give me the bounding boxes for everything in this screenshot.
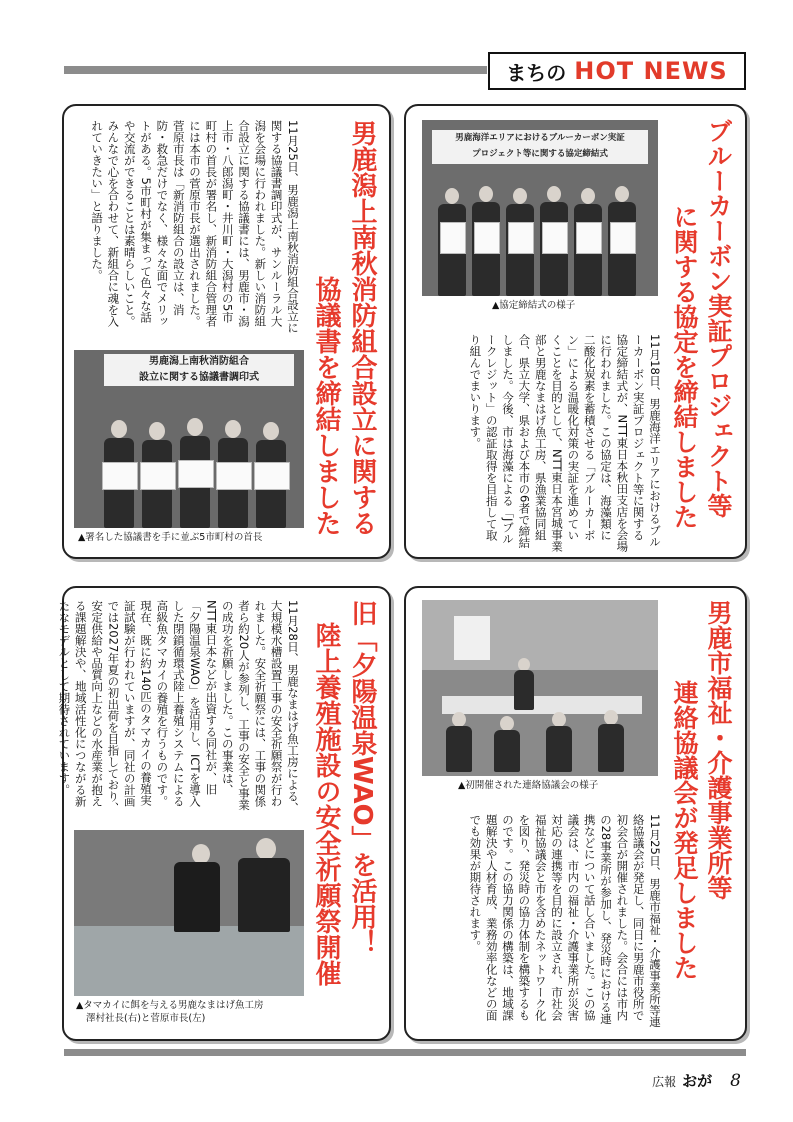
- fire-caption: ▲署名した協議書を手に並ぶ5市町村の首長: [78, 532, 263, 543]
- footer-rule: [64, 1049, 746, 1056]
- article-welfare: [404, 586, 747, 1041]
- welfare-headline-2: 連絡協議会が発足しました: [670, 680, 699, 980]
- bluecarbon-photo: [422, 120, 658, 296]
- page-number: 8: [730, 1071, 741, 1091]
- aquaculture-headline-2: 陸上養殖施設の安全祈願祭開催: [311, 622, 341, 986]
- bluecarbon-caption: ▲協定締結式の様子: [492, 300, 576, 311]
- bluecarbon-banner-line-2: プロジェクト等に関する協定締結式: [472, 149, 608, 159]
- bluecarbon-banner-line-1: 男鹿海洋エリアにおけるブルーカーボン実証: [455, 133, 625, 143]
- fire-body: 11月25日、男鹿潟上南秋消防組合設立に関する協議書調印式が、サンルーラル大潟を会場に行われました。新しい消防組合設立に関する協議書には、男鹿市・潟上市・八郎潟町・井川町・大潟村の5市町村の首長が署名し、新消防組合管理者には本市の菅原市長が選出されました。菅原市長は「新消防組合の設立は、消防・救急だけでなく、様々な面でメリットがある。5市町村が集まって色々な話や交流ができることは素晴らしいこと。みんなで心を合わせて、新組合に魂を入れていきたい」と語りました。: [90, 120, 300, 334]
- bluecarbon-headline-1: ブルーカーボン実証プロジェクト等: [704, 118, 733, 518]
- aquaculture-caption-line-2: 澤村社長(右)と菅原市長(左): [86, 1012, 206, 1024]
- welfare-headline-1: 男鹿市福祉・介護事業所等: [704, 600, 733, 900]
- fire-photo-banner: [104, 354, 294, 386]
- article-fire-union: [62, 104, 391, 559]
- article-aquaculture: [57, 586, 391, 1041]
- header-prefix: まちの: [506, 60, 567, 85]
- welfare-body: 11月25日、男鹿市福祉・介護事業所等連絡協議会が発足し、同日に男鹿市役所で初会合が開催されました。会合には市内の28事業所が参加し、発災時における連携などについて話し合いました。この協議会は、市内の福祉・介護事業所が災害対応の連携等を目的に設立され、市社会福祉協議会と市を含めたネットワーク化を図り、発災時の協力体制を構築するものです。この協力関係の構築は、地域課題解決や人材育成、業務効率化などの面でも効果が期待されます。: [468, 814, 662, 1028]
- aquaculture-headline-1: 旧「夕陽温泉WAO」を活用！: [347, 600, 377, 956]
- footer: [652, 1070, 741, 1091]
- bluecarbon-headline-2: に関する協定を締結しました: [670, 204, 699, 529]
- footer-publication: 広報: [652, 1075, 677, 1089]
- fire-photo: [74, 350, 304, 528]
- fire-banner-line-2: 設立に関する協議書調印式: [139, 372, 259, 383]
- aquaculture-caption-line-1: ▲タマカイに餌を与える男鹿なまはげ魚工房: [76, 1000, 264, 1011]
- bluecarbon-photo-banner: [432, 130, 648, 164]
- welfare-caption: ▲初開催された連絡協議会の様子: [458, 780, 599, 791]
- footer-name: おが: [682, 1072, 713, 1090]
- header-title: HOT NEWS: [574, 57, 728, 85]
- header-rule: [64, 66, 487, 74]
- fire-banner-line-1: 男鹿潟上南秋消防組合: [149, 356, 249, 367]
- article-blue-carbon: [404, 104, 747, 559]
- aquaculture-photo: [74, 830, 304, 996]
- welfare-photo: [422, 600, 658, 776]
- fire-headline-2: 協議書を締結しました: [311, 276, 341, 536]
- section-header: [488, 52, 746, 90]
- bluecarbon-body: 11月18日、男鹿海洋エリアにおけるブルーカーボン実証プロジェクト等に関する協定締結式が、NTT東日本秋田支店を会場に行われました。この協定は、海藻類に二酸化炭素を蓄積させる「ブルーカーボン」による温暖化対策の実証を進めていくことを目的として、NTT東日本宮城事業部と男鹿なまはげ魚工房、県漁業協同組合、県立大学、県および本市の6者で締結しました。今後、市は海藻による「Jブルークレジット」の認証取得を目指して取り組んでまいります。: [468, 334, 662, 552]
- fire-headline-1: 男鹿潟上南秋消防組合設立に関する: [347, 120, 377, 536]
- aquaculture-body: 11月28日、男鹿なまはげ魚工房による、大規模水槽設置工事の安全祈願祭が行われました。安全祈願祭には、工事の関係者ら約20人が参列し、工事の安全と事業の成功を祈願しました。この事業は、NTT東日本などが出資する同社が、旧「夕陽温泉WAO」を活用し、ICTを導入した閉鎖循環式陸上養殖システムによる高級魚タマカイの養殖を行うものです。現在、既に約140匹のタマカイの養殖実証試験が行われていますが、同社の計画では2027年夏の初出荷を目指しており、安定供給や品質向上などの水産業が抱える課題解決や、地域活性化につながる新たなモデルとして期待されています。: [57, 600, 300, 814]
- aquaculture-caption: [76, 1000, 264, 1026]
